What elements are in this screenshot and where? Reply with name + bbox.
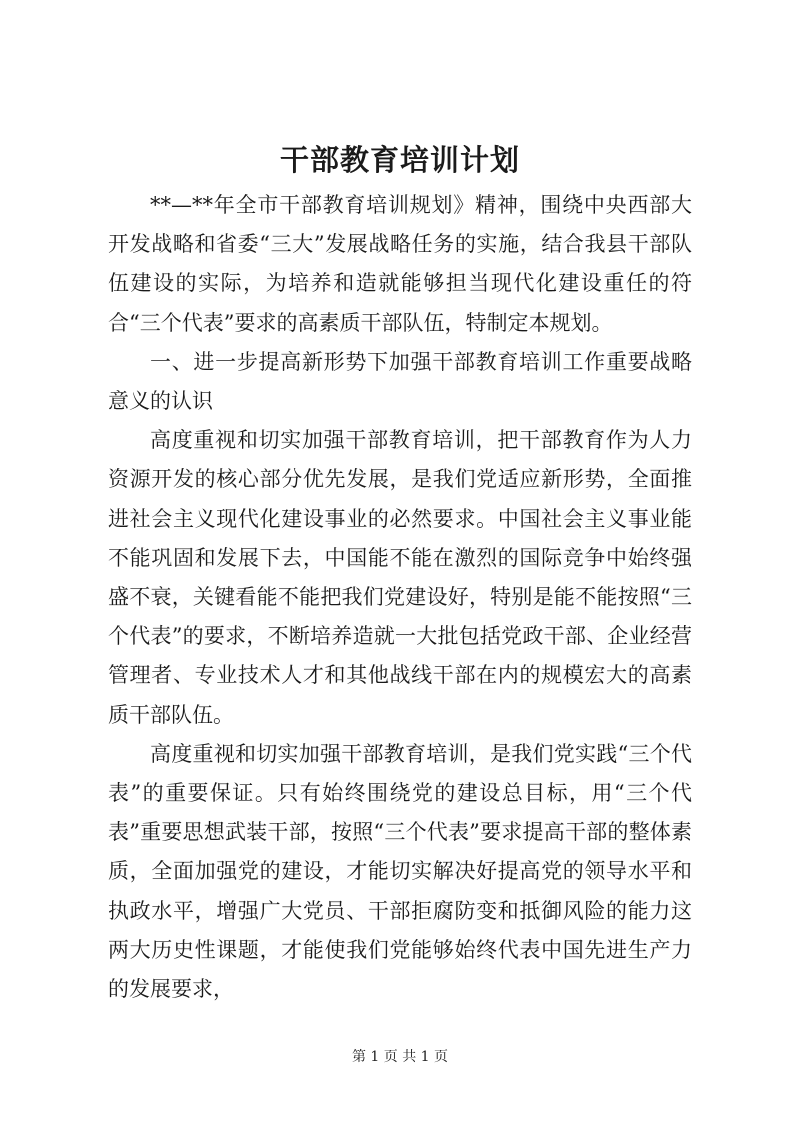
paragraph-body: 高度重视和切实加强干部教育培训，是我们党实践“三个代表”的重要保证。只有始终围绕党的建设总目标，用“三个代表”重要思想武装干部，按照“三个代表”要求提高干部的整体素质，全面加强党的建设，才能切实解决好提高党的领导水平和执政水平，增强广大党员、干部拒腐防变和抵御风险的能力这两大历史性课题，才能使我们党能够始终代表中国先进生产力的发展要求， <box>108 741 692 1002</box>
paragraph-intro: **—**年全市干部教育培训规划》精神，围绕中央西部大开发战略和省委“三大”发展战略任务的实施，结合我县干部队伍建设的实际，为培养和造就能够担当现代化建设重任的符合“三个代表”要求的高素质干部队伍，特制定本规划。 <box>108 193 692 335</box>
paragraph-body: 高度重视和切实加强干部教育培训，把干部教育作为人力资源开发的核心部分优先发展，是我们党适应新形势，全面推进社会主义现代化建设事业的必然要求。中国社会主义事业能不能巩固和发展下去，中国能不能在激烈的国际竞争中始终强盛不衰，关键看能不能把我们党建设好，特别是能不能按照“三个代表”的要求，不断培养造就一大批包括党政干部、企业经营管理者、专业技术人才和其他战线干部在内的规模宏大的高素质干部队伍。 <box>108 428 692 727</box>
section-heading: 一、进一步提高新形势下加强干部教育培训工作重要战略意义的认识 <box>108 349 692 414</box>
document-body <box>108 186 692 1009</box>
page-footer: 第 1 页 共 1 页 <box>351 1049 449 1065</box>
page-title: 干部教育培训计划 <box>279 143 520 177</box>
